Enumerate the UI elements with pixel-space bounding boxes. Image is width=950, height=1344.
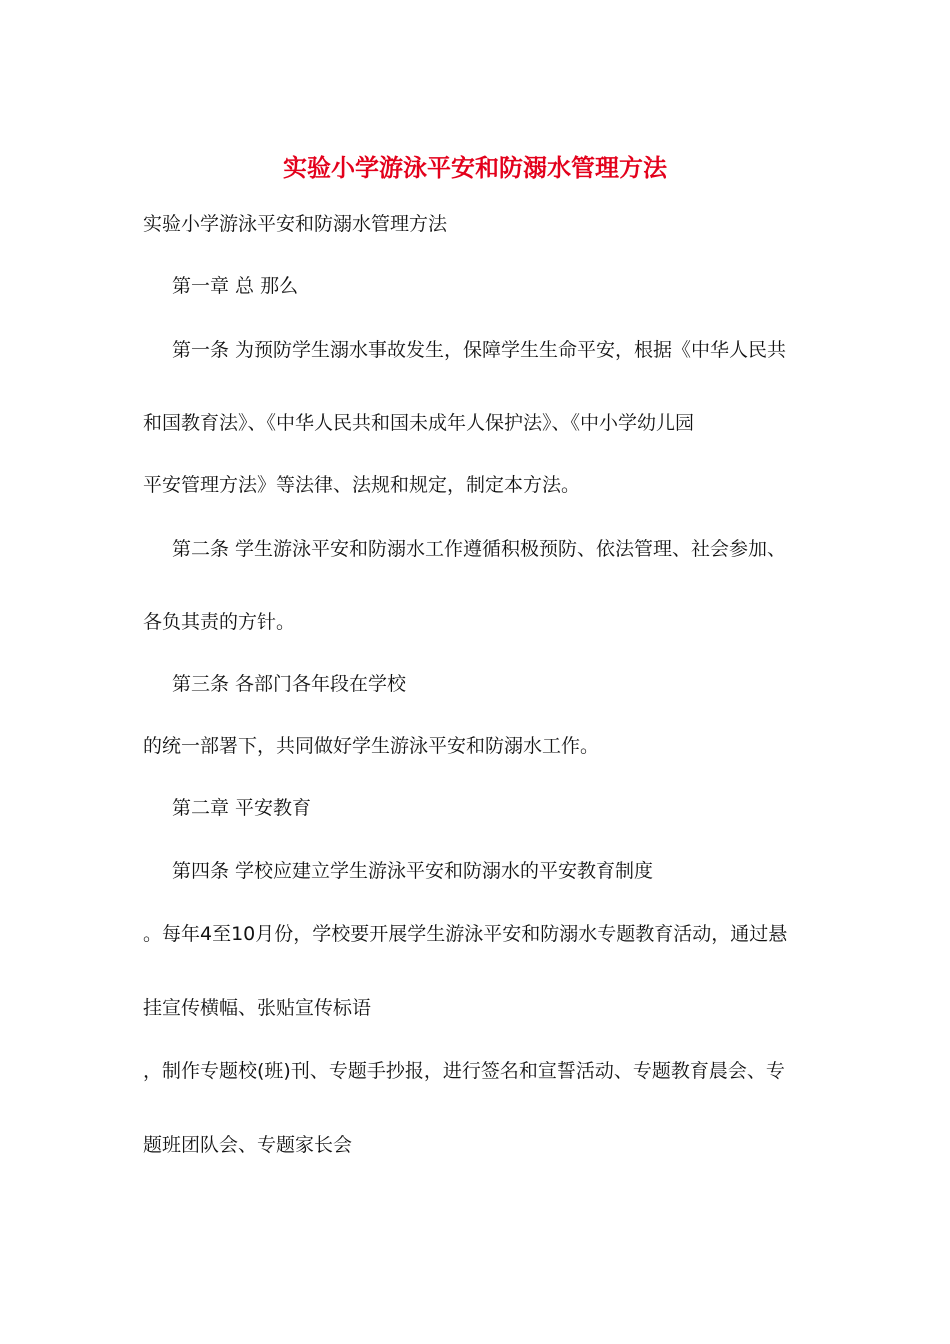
article-4-line-5: 题班团队会、专题家长会 bbox=[143, 1134, 353, 1156]
article-1-line-3: 平安管理方法》等法律、法规和规定，制定本方法。 bbox=[143, 474, 581, 496]
article-1-line-2: 和国教育法》、《中华人民共和国未成年人保护法》、《中小学幼儿园 bbox=[143, 412, 695, 434]
article-3-line-1: 第三条 各部门各年段在学校 bbox=[172, 673, 407, 695]
article-2-line-2: 各负其责的方针。 bbox=[143, 611, 296, 633]
article-1-line-1: 第一条 为预防学生溺水事故发生，保障学生生命平安，根据《中华人民共 bbox=[172, 339, 787, 361]
document-title: 实验小学游泳平安和防溺水管理方法 bbox=[283, 153, 667, 182]
chapter-heading-2: 第二章 平安教育 bbox=[172, 797, 312, 819]
article-2-line-1: 第二条 学生游泳平安和防溺水工作遵循积极预防、依法管理、社会参加、 bbox=[172, 538, 787, 560]
article-4-line-2: 。每年4至10月份，学校要开展学生游泳平安和防溺水专题教育活动，通过悬 bbox=[143, 923, 788, 945]
article-3-line-2: 的统一部署下，共同做好学生游泳平安和防溺水工作。 bbox=[143, 735, 600, 757]
chapter-heading-1: 第一章 总 那么 bbox=[172, 275, 299, 297]
body-line-subtitle: 实验小学游泳平安和防溺水管理方法 bbox=[143, 213, 448, 235]
article-4-line-4: ，制作专题校(班)刊、专题手抄报，进行签名和宣誓活动、专题教育晨会、专 bbox=[143, 1060, 785, 1082]
article-4-line-3: 挂宣传横幅、张贴宣传标语 bbox=[143, 997, 372, 1019]
article-4-line-1: 第四条 学校应建立学生游泳平安和防溺水的平安教育制度 bbox=[172, 860, 654, 882]
